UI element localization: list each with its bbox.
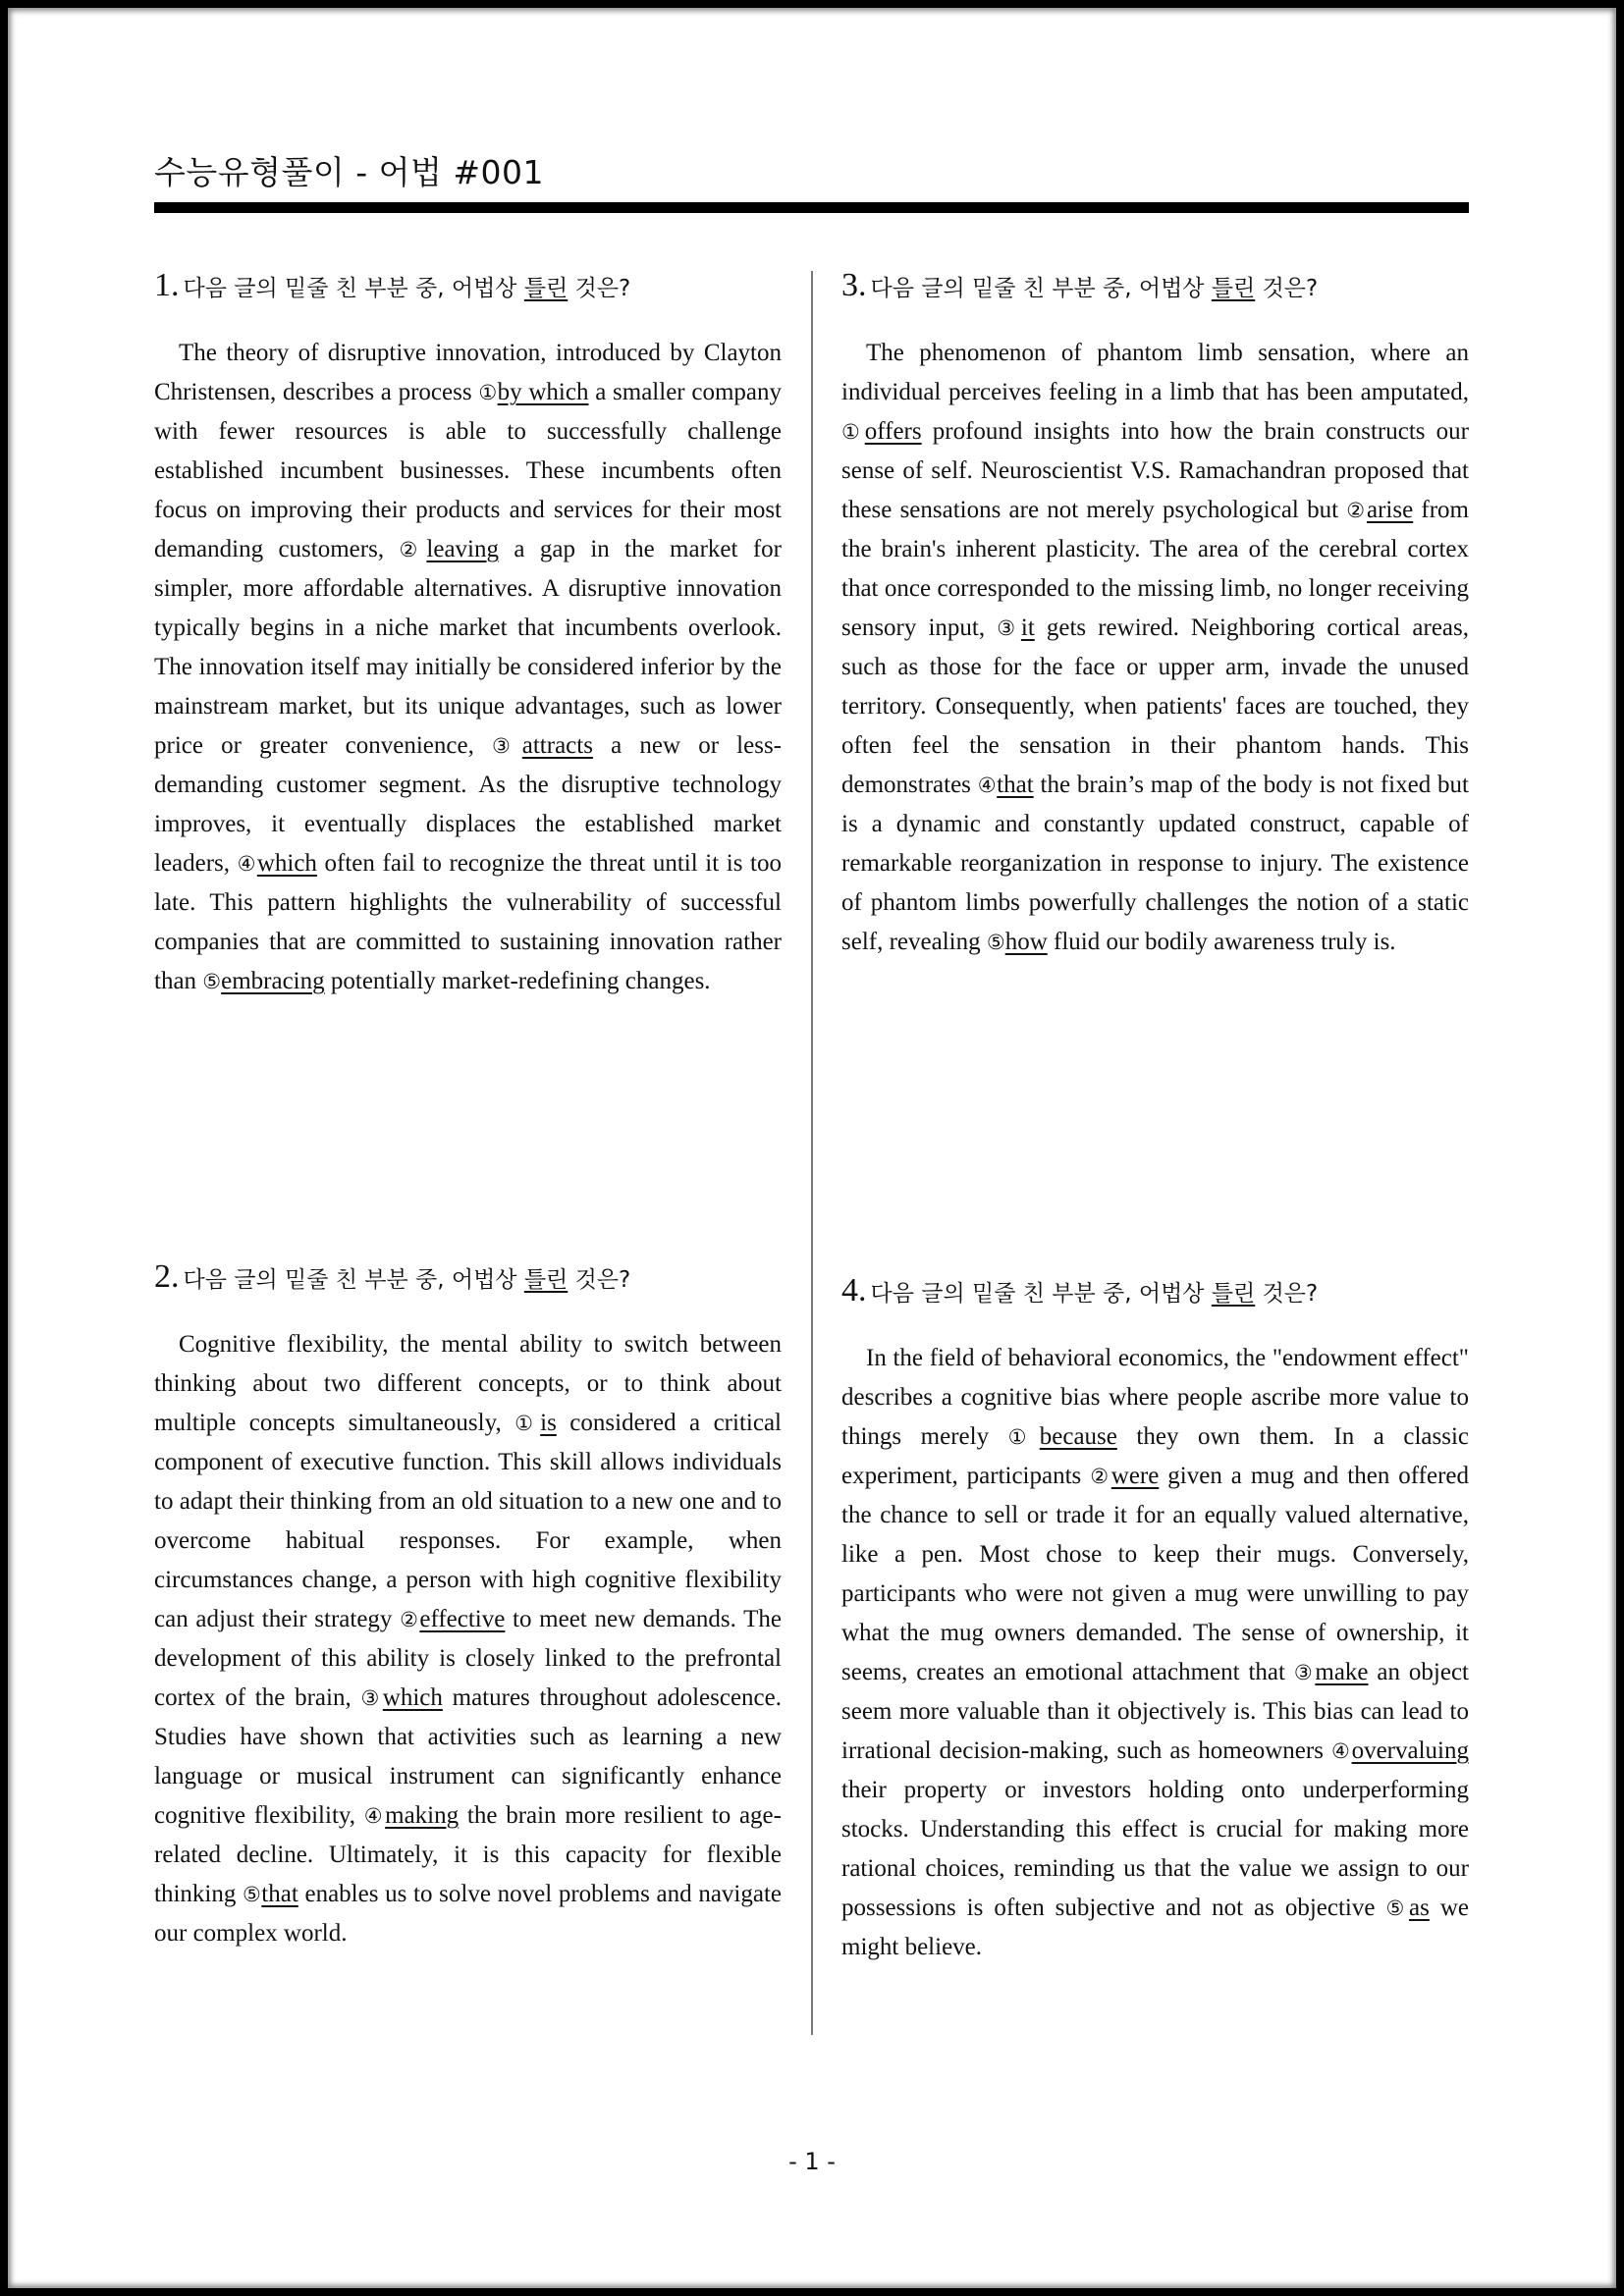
- choice-marker: ①: [841, 420, 865, 444]
- question-3: [841, 267, 1469, 962]
- prompt-text: 것은?: [568, 1267, 631, 1293]
- passage-text: a new or less-demanding customer segment. As the disruptive technology improves, it eventually displaces the established market leaders,: [154, 732, 783, 877]
- choice-marker: ⑤: [202, 970, 222, 993]
- question-prompt: [184, 276, 631, 301]
- passage: [841, 334, 1469, 962]
- underlined-choice: because: [1039, 1423, 1117, 1450]
- question-2: [154, 1258, 782, 1953]
- passage-text: The theory of disruptive innovation, introduced by Clayton Christensen, describes a process: [154, 340, 782, 405]
- passage-text: from the brain's inherent plasticity. The area of the cerebral cortex that once corresponded to the missing limb, no longer receiving sensory input,: [841, 497, 1469, 641]
- question-number: 4.: [841, 1272, 867, 1308]
- passage-text: we might believe.: [841, 1895, 1469, 1960]
- underlined-choice: as: [1409, 1895, 1430, 1921]
- passage-text: a gap in the market for simpler, more affordable alternatives. A disruptive innovation typically begins in a niche market that incumbents overlook. The innovation itself may initially be considered inferior by the mainstream market, but its unique advantages, such as lower price or greater convenience,: [154, 536, 782, 759]
- prompt-text: 다음 글의 밑줄 친 부분 중, 어법상: [870, 1281, 1212, 1307]
- choice-marker: ④: [363, 1804, 386, 1828]
- prompt-emphasis: 틀린: [523, 1267, 568, 1293]
- underlined-choice: is: [540, 1410, 557, 1436]
- title-rule: [154, 202, 1469, 213]
- column-divider: [811, 271, 813, 2035]
- passage-text: potentially market-redefining changes.: [324, 968, 711, 994]
- choice-marker: ②: [400, 1608, 420, 1631]
- question-number: 1.: [154, 267, 180, 303]
- underlined-choice: it: [1020, 614, 1035, 641]
- underlined-choice: embracing: [221, 968, 325, 994]
- choice-marker: ④: [237, 852, 257, 876]
- choice-marker: ⑤: [243, 1883, 262, 1906]
- question-prompt: [871, 1281, 1319, 1307]
- prompt-text: 것은?: [1255, 1281, 1319, 1307]
- underlined-choice: make: [1315, 1659, 1369, 1685]
- question-prompt: [871, 276, 1319, 301]
- question-4: [841, 1272, 1469, 1967]
- underlined-choice: by which: [497, 379, 589, 405]
- passage-text: matures throughout adolescence. Studies have shown that activities such as learning a new language or musical instrument can significantly enhance cognitive flexibility,: [154, 1684, 782, 1829]
- choice-marker: ③: [492, 734, 522, 758]
- passage-text: a smaller company with fewer resources is able to successfully challenge established incumbent businesses. These incumbents often focus on improving their products and services for their most demanding customers,: [154, 379, 782, 562]
- passage-text: In the field of behavioral economics, the "endowment effect" describes a cognitive bias where people ascribe more value to things merely: [841, 1345, 1469, 1450]
- passage-text: fluid our bodily awareness truly is.: [1047, 929, 1396, 955]
- choice-marker: ③: [997, 616, 1021, 640]
- page-number: - 1 -: [788, 2148, 836, 2175]
- choice-marker: ③: [360, 1686, 383, 1710]
- passage-text: considered a critical component of executive function. This skill allows individuals to adapt their thinking from an old situation to a new one and to overcome habitual responses. For example, when circumstances change, a person with high cognitive flexibility can adjust their strategy: [154, 1410, 782, 1632]
- passage-text: given a mug and then offered the chance to sell or trade it for an equally valued alternative, like a pen. Most chose to keep their mugs. Conversely, participants who were not given a mug were unwilling to pay what the mug owners demanded. The sense of ownership, it seems, creates an emotional attachment that: [841, 1463, 1469, 1685]
- underlined-choice: that: [261, 1881, 298, 1907]
- passage-text: the brain more resilient to age-related decline. Ultimately, it is this capacity for flexible thinking: [154, 1802, 782, 1907]
- underlined-choice: were: [1110, 1463, 1160, 1489]
- choice-marker: ①: [478, 381, 498, 404]
- passage-text: The phenomenon of phantom limb sensation, where an individual perceives feeling in a limb that has been amputated,: [841, 340, 1469, 405]
- underlined-choice: which: [382, 1684, 443, 1711]
- passage: [154, 334, 782, 1001]
- question-heading: [841, 267, 1469, 326]
- passage: [154, 1325, 782, 1953]
- choice-marker: ②: [1346, 499, 1367, 522]
- prompt-text: 것은?: [1255, 276, 1319, 301]
- underlined-choice: offers: [864, 418, 922, 445]
- choice-marker: ④: [1330, 1739, 1352, 1763]
- passage: [841, 1339, 1469, 1967]
- prompt-emphasis: 틀린: [523, 276, 568, 301]
- underlined-choice: attracts: [521, 732, 593, 759]
- question-number: 2.: [154, 1258, 180, 1295]
- prompt-text: 다음 글의 밑줄 친 부분 중, 어법상: [183, 1267, 524, 1293]
- passage-text: often fail to recognize the threat until it is too late. This pattern highlights the vulnerability of successful companies that are committed to sustaining innovation rather than: [154, 850, 782, 994]
- passage-text: enables us to solve novel problems and navigate our complex world.: [154, 1881, 783, 1947]
- prompt-emphasis: 틀린: [1211, 276, 1256, 301]
- passage-text: the brain’s map of the body is not fixed but is a dynamic and constantly updated construct, capable of remarkable reorganization in response to injury. The existence of phantom limbs powerfully challenges the notion of a static self, revealing: [841, 772, 1469, 955]
- passage-text: gets rewired. Neighboring cortical areas, such as those for the face or upper arm, invade the unused territory. Consequently, when patients' faces are touched, they often feel the sensation in their phantom hands. This demonstrates: [841, 614, 1469, 798]
- underlined-choice: arise: [1367, 497, 1414, 523]
- choice-marker: ④: [977, 774, 998, 797]
- prompt-emphasis: 틀린: [1211, 1281, 1256, 1307]
- prompt-text: 것은?: [568, 276, 631, 301]
- choice-marker: ⑤: [986, 931, 1005, 954]
- question-heading: [154, 1258, 782, 1317]
- choice-marker: ①: [514, 1412, 541, 1435]
- passage-text: their property or investors holding onto underperforming stocks. Understanding this effect is crucial for making more rational choices, reminding us that the value we assign to our possessions is often subjective and not as objective: [841, 1777, 1469, 1921]
- underlined-choice: leaving: [426, 536, 499, 562]
- choice-marker: ⑤: [1385, 1896, 1410, 1920]
- prompt-text: 다음 글의 밑줄 친 부분 중, 어법상: [183, 276, 524, 301]
- underlined-choice: overvaluing: [1351, 1737, 1469, 1764]
- question-heading: [154, 267, 782, 326]
- question-number: 3.: [841, 267, 867, 303]
- page-title: 수능유형풀이 - 어법 #001: [154, 153, 545, 191]
- underlined-choice: effective: [419, 1606, 506, 1632]
- choice-marker: ③: [1293, 1661, 1316, 1684]
- passage-text: an object seem more valuable than it objectively is. This bias can lead to irrational decision-making, such as homeowners: [841, 1659, 1470, 1764]
- passage-text: Cognitive flexibility, the mental ability to switch between thinking about two different concepts, or to think about multiple concepts simultaneously,: [154, 1331, 782, 1436]
- prompt-text: 다음 글의 밑줄 친 부분 중, 어법상: [870, 276, 1212, 301]
- underlined-choice: which: [256, 850, 317, 877]
- question-1: [154, 267, 782, 1001]
- choice-marker: ②: [399, 538, 427, 561]
- underlined-choice: making: [385, 1802, 460, 1829]
- question-prompt: [184, 1267, 631, 1293]
- passage-text: to meet new demands. The development of this ability is closely linked to the prefrontal cortex of the brain,: [154, 1606, 782, 1711]
- passage-text: profound insights into how the brain constructs our sense of self. Neuroscientist V.S. Ramachandran proposed that these sensations are not merely psychological but: [841, 418, 1469, 523]
- question-heading: [841, 1272, 1469, 1331]
- passage-text: they own them. In a classic experiment, participants: [841, 1423, 1470, 1489]
- underlined-choice: that: [997, 772, 1034, 798]
- choice-marker: ①: [1007, 1425, 1040, 1449]
- choice-marker: ②: [1090, 1465, 1111, 1488]
- underlined-choice: how: [1004, 929, 1048, 955]
